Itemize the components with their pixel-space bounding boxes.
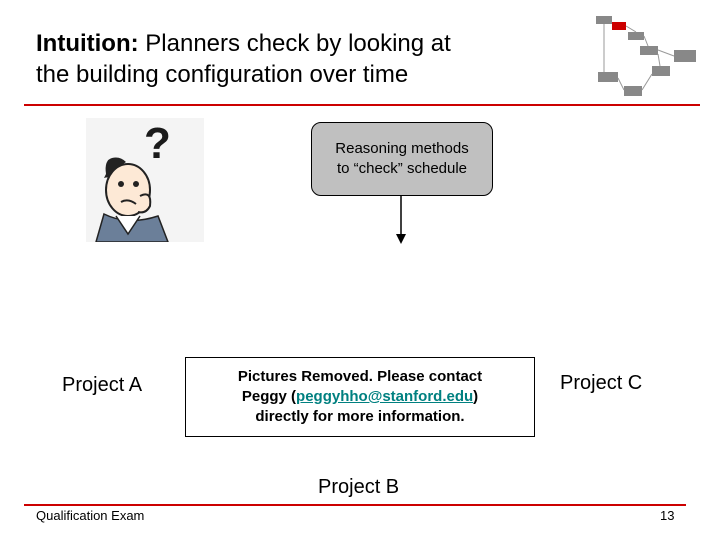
notice-line-2 <box>186 387 534 407</box>
footer-label: Qualification Exam <box>36 508 145 523</box>
reasoning-line-2: to “check” schedule <box>336 160 468 177</box>
notice-suffix: ) <box>473 388 479 405</box>
project-a-label: Project A <box>62 374 143 396</box>
email-link[interactable]: peggyhho@stanford.edu <box>296 388 474 405</box>
title-line-1 <box>36 28 556 59</box>
page-number: 13 <box>660 508 675 523</box>
pictures-removed-notice <box>185 357 535 437</box>
footer-divider <box>24 504 686 506</box>
reasoning-methods-box <box>311 122 493 196</box>
reasoning-line-1: Reasoning methods <box>335 140 469 157</box>
title-line-1-rest: Planners check by looking at <box>145 30 451 57</box>
notice-line-3: directly for more information. <box>255 408 465 425</box>
svg-text:?: ? <box>144 119 171 168</box>
title-line-2: the building configuration over time <box>36 61 409 88</box>
title-divider <box>24 104 700 106</box>
project-b-label: Project B <box>318 476 400 498</box>
schedule-network-logo-icon <box>588 14 700 100</box>
slide-title <box>36 28 556 90</box>
notice-line-1: Pictures Removed. Please contact <box>237 368 483 385</box>
title-lead: Intuition: <box>36 30 139 57</box>
notice-prefix: Peggy ( <box>241 388 297 405</box>
project-c-label: Project C <box>560 372 643 394</box>
confused-person-question-mark-icon <box>86 118 204 242</box>
down-arrow-icon <box>394 196 408 246</box>
